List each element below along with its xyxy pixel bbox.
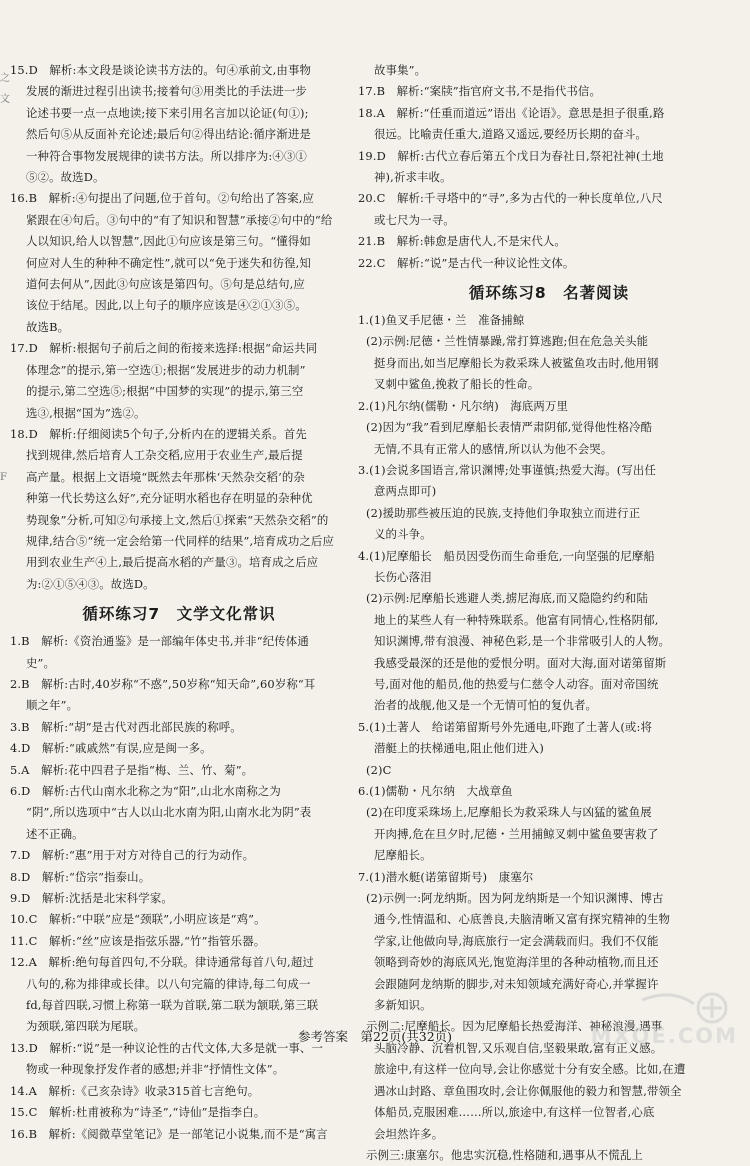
answer-line: 13.D 解析:“说”是一种议论性的古代文体,大多是就一事、一 <box>10 1040 323 1055</box>
answer-line: 故事集”。 <box>374 63 427 77</box>
edge-mark <box>0 110 8 131</box>
answer-line: 故选B。 <box>26 319 70 334</box>
answer-line: 规律,结合⑤“统一定会给第一代同样的结果”,培育成功之后应 <box>26 533 335 548</box>
answer-line: 15.C 解析:杜甫被称为“诗圣”,“诗仙”是指李白。 <box>10 1105 266 1120</box>
answer-line: 6.D 解析:古代山南水北称之为“阳”,山北水南称之为 <box>10 784 281 798</box>
answer-line: (2)C <box>366 762 392 777</box>
page-footer: 参考答案 第22页(共32页) <box>297 1029 453 1044</box>
answer-line: 尼摩船长。 <box>374 848 432 863</box>
answer-line: 领略到奇妙的海底风光,饱览海洋里的各种动植物,而且还 <box>374 955 659 970</box>
answer-line: 头脑冷静、沉着机智,又乐观自信,坚毅果敢,富有正义感。 <box>374 1040 663 1055</box>
answer-line: 或七尺为一寻。 <box>374 212 455 227</box>
answer-line: 潜艇上的扶梯通电,阻止他们进入) <box>374 741 544 756</box>
answer-line: 发展的渐进过程引出读书;接着句③用类比的手法进一步 <box>26 84 307 99</box>
answer-line: 7.(1)潜水艇(诺第留斯号) 康塞尔 <box>358 869 534 884</box>
answer-line: 12.A 解析:绝句每首四句,不分联。律诗通常每首八句,超过 <box>10 955 314 970</box>
answer-line: 18.A 解析:“任重而道远”语出《论语》。意思是担子很重,路 <box>358 105 665 120</box>
answer-line: 2.B 解析:古时,40岁称“不惑”,50岁称“知天命”,60岁称“耳 <box>10 676 316 691</box>
answer-line: 势现象”分析,可知②句承接上文,然后①探索“天然杂交稻”的 <box>26 512 329 527</box>
answer-line: 4.(1)尼摩船长 船员因受伤而生命垂危,一向坚强的尼摩船 <box>358 548 655 563</box>
answer-line: 示例三:康塞尔。他忠实沉稳,性格随和,遇事从不慌乱上 <box>366 1147 643 1162</box>
answer-line: 无情,不具有正常人的感情,所以认为他不会哭。 <box>374 441 613 456</box>
answer-line: 多新知识。 <box>374 998 432 1013</box>
answer-line: 很远。比喻责任重大,道路又遥远,要经历长期的奋斗。 <box>374 127 647 142</box>
answer-line: 11.C 解析:“丝”应该是指弦乐器,“竹”指管乐器。 <box>10 933 266 948</box>
answer-line: 4.D 解析:“戚戚然”有误,应是闽一多。 <box>10 741 212 756</box>
edge-mark <box>0 341 8 362</box>
answer-line: 为:②①⑤④③。故选D。 <box>26 576 155 591</box>
answer-line: 1.B 解析:《资治通鉴》是一部编年体史书,并非“纪传体通 <box>10 634 309 649</box>
answer-line: 3.B 解析:“胡”是古代对西北部民族的称呼。 <box>10 719 242 734</box>
answer-line: 紧跟在④句后。③句中的“有了知识和智慧”承接②句中的“给 <box>26 212 333 227</box>
answer-line: (2)示例:尼摩船长逃避人类,掳尼海底,而又隐隐约约和陆 <box>366 591 649 606</box>
answer-line: 6.(1)儒勒・凡尔纳 大战章鱼 <box>358 784 513 798</box>
answer-line: 2.(1)凡尔纳(儒勒・凡尔纳) 海底两万里 <box>358 398 569 413</box>
answer-line: 20.C 解析:千寻塔中的“寻”,多为古代的一种长度单位,八尺 <box>358 191 663 206</box>
right-answers-top <box>358 60 740 274</box>
answer-line: 会跟随阿龙纳斯的脚步,对未知领域充满好奇心,并掌握许 <box>374 976 659 991</box>
edge-mark <box>0 446 8 467</box>
answer-line: 然后句⑤从反面补充论述;最后句②得出结论:循序渐进是 <box>26 127 311 142</box>
answer-line: 21.B 解析:韩愈是唐代人,不是宋代人。 <box>358 234 566 249</box>
answer-line: (2)援助那些被压迫的民族,支持他们争取独立而进行正 <box>366 505 641 520</box>
left-answers-top <box>10 60 348 595</box>
answer-line: 治者的战舰,他又是一个无情可怕的复仇者。 <box>374 698 598 713</box>
answer-line: 何应对人生的种种不确定性”,就可以“免于迷失和彷徨,知 <box>26 255 311 270</box>
answer-line: 一种符合事物发展规律的读书方法。所以排序为:④③① <box>26 148 307 163</box>
answer-line: 14.A 解析:《己亥杂诗》收录315首七言绝句。 <box>10 1083 260 1098</box>
answer-line: 号,面对他的船员,他的热爱与仁慈令人动容。面对帝国统 <box>374 676 659 691</box>
answer-line: 8.D 解析:“岱宗”指泰山。 <box>10 869 151 884</box>
watermark-text: MXQE.COM <box>590 1024 738 1048</box>
answer-line: (2)在印度采珠场上,尼摩船长为救采珠人与凶猛的鲨鱼展 <box>366 805 652 820</box>
answer-line: 18.D 解析:仔细阅读5个句子,分析内在的逻辑关系。首先 <box>10 426 307 441</box>
answer-line: 长伤心落泪 <box>374 569 432 584</box>
answer-line: 挺身而出,如当尼摩船长为救采珠人被鲨鱼攻击时,他用钢 <box>374 355 659 370</box>
answer-line: 体船员,克服困难……所以,旅途中,有这样一位智者,心底 <box>374 1105 655 1120</box>
answer-line: 人以知识,给人以智慧”,因此①句应该是第三句。“懂得如 <box>26 234 311 249</box>
answer-line: “阴”,所以选项中“古人以山北水南为阳,山南水北为阴”表 <box>26 805 312 820</box>
answer-line: 该位于结尾。因此,以上句子的顺序应该是④②①③⑤。 <box>26 298 307 313</box>
answer-line: 八句的,称为排律或长律。以八句完篇的律诗,每二句成一 <box>26 976 311 991</box>
answer-line: 知识渊博,带有浪漫、神秘色彩,是一个非常吸引人的人物。 <box>374 634 671 649</box>
answer-line: 的提示,第二空选⑤;根据“中国梦的实现”的提示,第三空 <box>26 384 304 399</box>
section-title-7: 循环练习7 文学文化常识 <box>82 605 276 624</box>
watermark-logo <box>582 990 742 1048</box>
answer-line: 论述书要一点一点地读;接下来引用名言加以论证(句①); <box>26 105 309 120</box>
answer-line: 顺之年”。 <box>26 698 79 713</box>
answer-line: 为颈联,第四联为尾联。 <box>26 1019 146 1034</box>
left-answers-bottom <box>10 631 348 1145</box>
answer-line: 示例二:尼摩船长。因为尼摩船长热爱海洋、神秘浪漫,遇事 <box>366 1019 663 1034</box>
section-title-8: 循环练习8 名著阅读 <box>468 284 630 303</box>
edge-mark <box>0 152 8 173</box>
edge-mark <box>0 278 8 299</box>
edge-mark <box>0 362 8 383</box>
answer-line: 神),祈求丰收。 <box>374 170 452 185</box>
answer-line: 5.(1)土著人 给诺第留斯号外先通电,吓跑了土著人(或:将 <box>358 719 652 734</box>
edge-mark <box>0 299 8 320</box>
answer-line: 17.B 解析:“案牍”指官府文书,不是指代书信。 <box>358 84 601 99</box>
answer-line: (2)示例:尼德・兰性情暴躁,常打算逃跑;但在危急关头能 <box>366 334 649 349</box>
answer-line: 19.D 解析:古代立春后第五个戊日为春社日,祭祀社神(土地 <box>358 148 664 163</box>
answer-line: 体理念”的提示,第一空选①;根据“发展进步的动力机制” <box>26 362 306 377</box>
edge-mark <box>0 320 8 341</box>
edge-mark <box>0 383 8 404</box>
edge-mark: 之 <box>0 73 10 84</box>
edge-mark <box>0 404 8 425</box>
edge-mark <box>0 425 8 446</box>
edge-mark: 文 <box>0 94 10 105</box>
answer-line: 地上的某些人有一种特殊联系。他富有同情心,性格阴郁, <box>374 612 659 627</box>
answer-line: fd,每首四联,习惯上称第一联为首联,第二联为颔联,第三联 <box>26 998 319 1013</box>
answer-line: 开肉搏,危在旦夕时,尼德・兰用捕鲸叉刺中鲨鱼要害救了 <box>374 826 659 841</box>
edge-mark <box>0 257 8 278</box>
answer-line: 道何去何从”,因此③句应该是第四句。⑤句是总结句,应 <box>26 277 305 292</box>
answer-line: 9.D 解析:沈括是北宋科学家。 <box>10 891 173 906</box>
answer-line: 16.B 解析:④句提出了问题,位于首句。②句给出了答案,应 <box>10 191 315 206</box>
answer-line: 会坦然许多。 <box>374 1126 444 1141</box>
answer-line: 16.B 解析:《阅微草堂笔记》是一部笔记小说集,而不是“寓言 <box>10 1126 328 1141</box>
answer-line: 义的斗争。 <box>374 527 432 542</box>
answer-line: 学家,让他做向导,海底旅行一定会满载而归。我们不仅能 <box>374 933 659 948</box>
answer-line: (2)因为“我”看到尼摩船长表情严肃阴郁,觉得他性格冷酷 <box>366 420 653 435</box>
answer-line: 找到规律,然后培育人工杂交稻,应用于农业生产,最后提 <box>26 448 303 463</box>
answer-line: 意两点即可) <box>374 484 437 499</box>
edge-mark <box>0 131 8 152</box>
answer-line: 高产量。根据上文语境“既然去年那株‘天然杂交稻’的杂 <box>26 469 305 484</box>
answer-line: ⑤②。故选D。 <box>26 170 105 185</box>
answer-line: 我感受最深的还是他的爱恨分明。面对大海,面对诺第留斯 <box>374 655 667 670</box>
answer-line: 10.C 解析:“中联”应是“颈联”,小明应该是“鸡”。 <box>10 912 266 927</box>
edge-mark <box>0 236 8 257</box>
answer-line: 5.A 解析:花中四君子是指“梅、兰、竹、菊”。 <box>10 762 254 777</box>
answer-line: 7.D 解析:“惠”用于对方对待自己的行为动作。 <box>10 848 255 863</box>
answer-line: 3.(1)会说多国语言,常识渊博;处事谨慎;热爱大海。(写出任 <box>358 462 656 477</box>
answer-line: 17.D 解析:根据句子前后之间的衔接来选择:根据“命运共同 <box>10 341 318 356</box>
answer-line: (2)示例一:阿龙纳斯。因为阿龙纳斯是一个知识渊博、博古 <box>366 891 664 906</box>
answer-line: 述不正确。 <box>26 826 84 841</box>
answer-line: 遇冰山封路、章鱼围攻时,会让你佩服他的毅力和智慧,带领全 <box>374 1083 682 1098</box>
answer-line: 22.C 解析:“说”是古代一种议论性文体。 <box>358 255 575 270</box>
edge-marks <box>0 68 8 488</box>
edge-mark <box>0 215 8 236</box>
answer-line: 叉刺中鲨鱼,挽救了船长的性命。 <box>374 377 540 392</box>
edge-mark: F <box>0 472 7 483</box>
answer-line: 1.(1)鱼叉手尼德・兰 准备捕鲸 <box>358 313 525 328</box>
answer-line: 旅途中,有这样一位向导,会让你感觉十分有安全感。比如,在遭 <box>374 1062 686 1077</box>
left-column <box>10 60 348 1145</box>
answer-line: 选③,根据“国为”选②。 <box>26 405 146 420</box>
answer-line: 史”。 <box>26 655 56 670</box>
answer-line: 种第一代长势这么好”,充分证明水稻也存在明显的杂种优 <box>26 491 313 506</box>
answer-line: 15.D 解析:本文段是谈论读书方法的。句④承前文,由事物 <box>10 63 312 77</box>
answer-line: 通今,性情温和、心底善良,夫脑清晰又富有探究精神的生物 <box>374 912 671 927</box>
edge-mark <box>0 194 8 215</box>
answer-line: 物或一种现象抒发作者的感想;并非“抒情性文体”。 <box>26 1062 285 1077</box>
answer-line: 用到农业生产④上,最后提高水稻的产量③。培育成之后应 <box>26 555 319 570</box>
edge-mark <box>0 173 8 194</box>
